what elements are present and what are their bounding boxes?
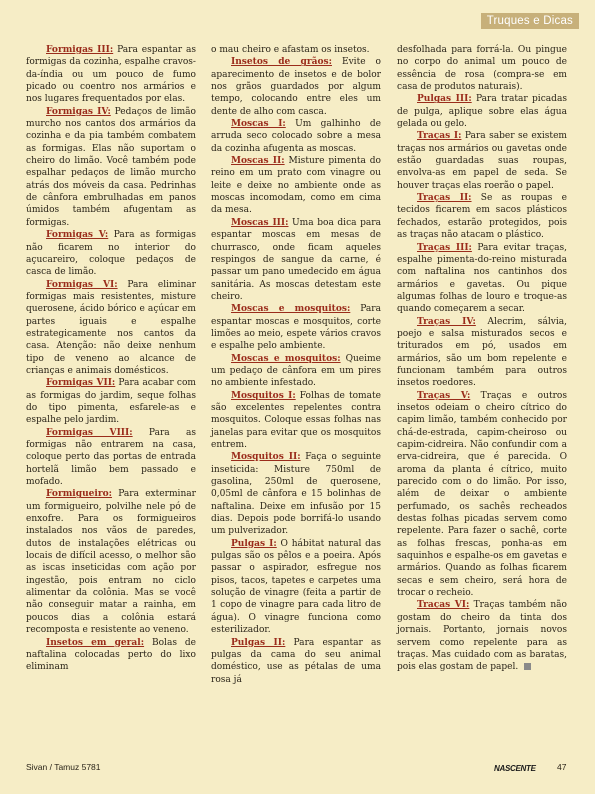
tip-keyword: Formigas III: bbox=[46, 45, 114, 55]
tip-text: Bolas de naftalina colocadas perto do lixo eliminam bbox=[26, 637, 196, 673]
tip-text: Um galhinho de arruda seco colocado sobre a mesa da cozinha afugenta as moscas. bbox=[211, 119, 382, 154]
tip-paragraph bbox=[26, 106, 196, 229]
tip-paragraph bbox=[211, 390, 381, 452]
tip-paragraph bbox=[397, 316, 567, 390]
tip-paragraph bbox=[26, 279, 196, 378]
tip-keyword: Traças III: bbox=[417, 242, 472, 253]
tip-paragraph bbox=[397, 192, 567, 241]
tip-text: o mau cheiro e afastam os insetos. bbox=[211, 45, 370, 55]
tip-paragraph bbox=[211, 637, 381, 686]
tip-keyword: Formigas VI: bbox=[46, 279, 118, 290]
tip-text: Para exterminar um formigueiro, polvilhe nele pó de enxofre. Para os formigueiros instalados nos vãos de paredes, dutos de instalações elétricas ou locais de difícil acesso, o melhor são as iscas inseticidas com ação por ingestão, pois entram no ciclo alimentar da colônia. Mas se você não conseguir matar a rainha, em poucos dias a colônia estará recomposta e resistente ao veneno. bbox=[26, 489, 196, 636]
tip-paragraph bbox=[211, 155, 381, 217]
tip-paragraph bbox=[211, 56, 381, 118]
tip-paragraph bbox=[397, 390, 567, 600]
tip-text: Evite o aparecimento de insetos e de bolor nos grãos guardados por algum tempo, colocando entre eles um dente de alho com casca. bbox=[211, 57, 381, 117]
text-column-2 bbox=[211, 44, 381, 686]
tip-keyword: Mosquitos II: bbox=[231, 452, 301, 463]
tip-text: Traças e outros insetos odeiam o cheiro cítrico do capim limão, também conhecido por chá-de-estrada, capim-cheiroso ou capim-cidreira. Não confundir com a erva-cidreira, que é parecida. O aroma da planta é cítrico, muito parecido com o do limão. Por isso, além de deixar o ambiente perfumado, os sachês recheados destas folhas picadas servem como repelente. Para fazer o sachê, corte as folhas frescas, ponha-as em saquinhos e espalhe-os em gavetas e armários. Quando as folhas ficarem secas e sem cheiro, será hora de trocar o recheio. bbox=[397, 390, 567, 599]
tip-text: Se as roupas e tecidos ficarem em sacos plásticos fechados, estarão protegidos, pois as traças não atacam o plástico. bbox=[397, 193, 568, 241]
tip-keyword: Formigas VIII: bbox=[46, 427, 133, 438]
tip-keyword: Traças VI: bbox=[417, 600, 470, 611]
issue-date: Sivan / Tamuz 5781 bbox=[26, 762, 101, 772]
tip-paragraph bbox=[211, 303, 381, 352]
page-number: 47 bbox=[557, 762, 567, 772]
tip-paragraph bbox=[397, 93, 567, 130]
tip-keyword: Pulgas III: bbox=[417, 94, 472, 105]
tip-text: Queime um pedaço de cânfora em um pires no ambiente infestado. bbox=[211, 353, 381, 389]
tip-keyword: Mosquitos I: bbox=[231, 390, 296, 401]
tip-text: Para acabar com as formigas do jardim, seque folhas do tipo pimenta, esfarele-as e espalhe pelo jardim. bbox=[26, 378, 196, 426]
tip-keyword: Formigas V: bbox=[46, 230, 109, 241]
tip-paragraph bbox=[211, 118, 381, 155]
tip-paragraph bbox=[26, 637, 196, 674]
tip-text: Pedaços de limão murcho nos cantos dos armários da cozinha e da pia também combatem as formigas. Elas não suportam o cheiro do limão. Você também pode espalhar pedaços de limão murcho atrás dos móveis da casa. Pedrinhas de cânfora embrulhadas em panos úmidos também afugentam as formigas. bbox=[26, 106, 196, 228]
tip-text: Alecrim, sálvia, poejo e salsa misturados secos e triturados em pó, usados em armários, são um bom repelente e funcionam também para outros insetos roedores. bbox=[397, 316, 567, 389]
footer bbox=[0, 764, 595, 794]
tip-keyword: Traças V: bbox=[417, 390, 471, 401]
tip-keyword: Moscas e mosquitos: bbox=[231, 353, 341, 364]
tip-text: desfolhada para forrá-la. Ou pingue no corpo do animal um pouco de essência de rosa (compra-se em casa de produtos naturais). bbox=[397, 45, 567, 93]
tip-keyword: Traças I: bbox=[417, 131, 462, 142]
tip-keyword: Traças IV: bbox=[417, 316, 476, 327]
tip-paragraph bbox=[211, 353, 381, 390]
section-title: Truques e Dicas bbox=[481, 13, 579, 29]
tip-keyword: Pulgas II: bbox=[231, 637, 286, 648]
tip-text: Para tratar picadas de pulga, aplique sobre elas água gelada ou gelo. bbox=[397, 94, 567, 130]
tip-keyword: Moscas III: bbox=[231, 217, 289, 228]
tip-paragraph bbox=[397, 599, 567, 673]
tip-keyword: Formigas IV: bbox=[46, 106, 111, 117]
tip-text: Uma boa dica para espantar moscas em mesas de churrasco, onde ficam aqueles respingos de sangue da carne, é passar um pano umedecido em água sanitária. As moscas detestam este cheiro. bbox=[211, 217, 382, 302]
tip-keyword: Insetos de grãos: bbox=[231, 57, 332, 68]
tip-paragraph bbox=[26, 44, 196, 106]
text-column-3 bbox=[397, 44, 567, 674]
tip-text: Para saber se existem traças nos armários ou gavetas onde estão guardadas suas roupas, envolva-as em papel de seda. Se houver traças elas roerão o papel. bbox=[397, 131, 567, 191]
tip-text: Traças também não gostam do cheiro da tinta dos jornais. Portanto, jornais novos servem como repelente para as traças. Mas cuidado com as baratas, pois elas gostam de papel. bbox=[397, 600, 568, 673]
tip-text: Para as formigas não entrarem na casa, coloque perto das portas de entrada hortelã limão bem passado e mofado. bbox=[26, 427, 196, 488]
header-band bbox=[0, 0, 595, 38]
magazine-logo: NASCENTE bbox=[494, 764, 536, 773]
tip-paragraph bbox=[26, 229, 196, 278]
tip-text: Para espantar as formigas da cozinha, espalhe cravos-da-índia ou um pouco de fumo picado ou coentro nos armários e nos lugares frequentados por elas. bbox=[26, 45, 196, 105]
tip-paragraph bbox=[26, 488, 196, 636]
tip-text: Misture pimenta do reino em um prato com vinagre ou leite e deixe no ambiente onde as moscas incomodam, como em cima da mesa. bbox=[211, 156, 382, 216]
tip-paragraph bbox=[211, 44, 381, 56]
tip-keyword: Traças II: bbox=[417, 193, 472, 204]
tip-paragraph bbox=[211, 451, 381, 537]
tip-keyword: Moscas e mosquitos: bbox=[231, 304, 351, 315]
tip-text: Folhas de tomate são excelentes repelentes contra mosquitos. Coloque essas folhas nas janelas para evitar que os mosquitos entrem. bbox=[211, 390, 381, 450]
text-column-1 bbox=[26, 44, 196, 674]
tip-text: Para evitar traças, espalhe pimenta-do-reino misturada com naftalina nos cantinhos dos armários e gavetas. Ou pique algumas folhas de louro e troque-as quando começarem a secar. bbox=[397, 242, 568, 315]
tip-paragraph bbox=[397, 130, 567, 192]
tip-paragraph bbox=[26, 377, 196, 426]
end-of-article-mark bbox=[524, 663, 531, 670]
tip-keyword: Formigas VII: bbox=[46, 378, 116, 389]
tip-paragraph bbox=[26, 427, 196, 489]
tip-paragraph bbox=[397, 44, 567, 93]
tip-text: O hábitat natural das pulgas são os pêlos e a poeira. Após passar o aspirador, esfregue nos pisos, tacos, tapetes e carpetes uma solução de vinagre (feita a partir de 1 copo de vinagre para cada litro de água). O vinagre funciona como esterilizador. bbox=[211, 538, 381, 636]
tip-text: Para eliminar formigas mais resistentes, misture querosene, ácido bórico e açúcar em partes iguais e espalhe estrategicamente nos cantos da casa. Atenção: não deixe nenhum tipo de veneno ao alcance de crianças e animais domésticos. bbox=[26, 279, 196, 376]
tip-keyword: Insetos em geral: bbox=[46, 637, 145, 648]
tip-paragraph bbox=[211, 538, 381, 637]
tip-text: Para espantar moscas e mosquitos, corte limões ao meio, espete vários cravos e espalhe pelo ambiente. bbox=[211, 304, 381, 352]
tip-paragraph bbox=[397, 242, 567, 316]
tip-keyword: Pulgas I: bbox=[231, 538, 277, 549]
tip-keyword: Moscas II: bbox=[231, 156, 285, 167]
tip-text: Para as formigas não ficarem no interior do açucareiro, coloque pedaços de casca de limão. bbox=[26, 230, 196, 278]
tip-keyword: Formigueiro: bbox=[46, 489, 112, 500]
tip-text: Para espantar as pulgas da cama do seu animal doméstico, use as pétalas de uma rosa já bbox=[211, 637, 381, 685]
tip-text: Faça o seguinte inseticida: Misture 750ml de gasolina, 250ml de querosene, 0,05ml de cânfora e 15 bolinhas de naftalina. Deixe em infusão por 15 dias. Depois pode borrifá-lo usando um pulverizador. bbox=[211, 452, 381, 537]
tip-keyword: Moscas I: bbox=[231, 119, 286, 130]
tip-paragraph bbox=[211, 217, 381, 303]
